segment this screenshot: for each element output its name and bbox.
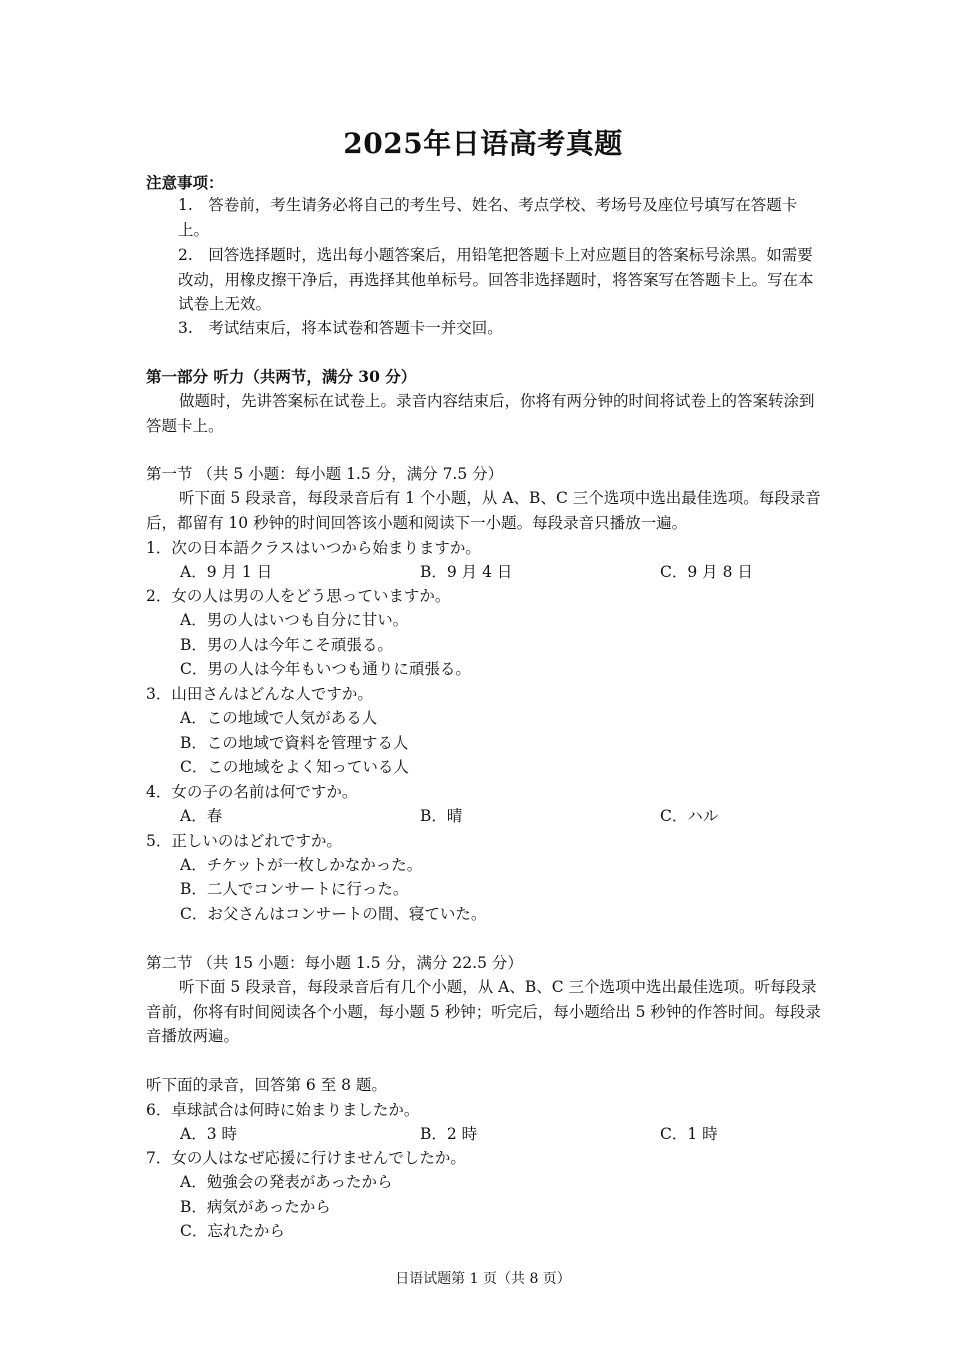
option-b: B．病気があったから [180,1198,331,1216]
option-a: A．男の人はいつも自分に甘い。 [180,611,409,629]
option-a: A．勉強会の発表があったから [180,1173,393,1191]
question: 3．山田さんはどんな人ですか。 [146,685,373,703]
option-c: C．お父さんはコンサートの間、寝ていた。 [180,905,487,923]
section-heading: 第一节 （共 5 小题：每小题 1.5 分，满分 7.5 分） [146,465,504,483]
question: 7．女の人はなぜ応援に行けませんでしたか。 [146,1149,466,1167]
notice-item: 1. 答卷前，考生请务必将自己的考生号、姓名、考点学校、考场号及座位号填写在答题卡上。 [178,196,798,239]
question: 6．卓球試合は何時に始まりましたか。 [146,1101,420,1119]
notice-item: 3. 考试结束后，将本试卷和答题卡一并交回。 [178,319,503,337]
question: 5．正しいのはどれですか。 [146,832,342,850]
option-c: C．ハル [660,807,719,825]
page-footer: 日语试题第 1 页（共 8 页） [395,1271,571,1287]
group-intro: 听下面的录音，回答第 6 至 8 题。 [146,1076,387,1094]
notice-item: 2. 回答选择题时，选出每小题答案后，用铅笔把答题卡上对应题目的答案标号涂黑。如需要改动，用橡皮擦干净后，再选择其他单标号。回答非选择题时，将答案写在答题卡上。写在本试卷上无效。 [178,246,814,313]
question: 2．女の人は男の人をどう思っていますか。 [146,587,451,605]
option-a: A．春 [180,807,223,825]
option-c: C．男の人は今年もいつも通りに頑張る。 [180,660,471,678]
part-instruction: 做题时，先讲答案标在试卷上。录音内容结束后，你将有两分钟的时间将试卷上的答案转涂到答题卡上。 [146,392,815,435]
part-heading: 第一部分 听力（共两节，满分 30 分） [146,367,417,386]
option-b: B．2 時 [420,1125,478,1143]
option-b: B．9 月 4 日 [420,563,513,581]
section-instruction: 听下面 5 段录音，每段录音后有几个小题，从 A、B、C 三个选项中选出最佳选项。听每段录音前，你将有时间阅读各个小题，每小题 5 秒钟；听完后，每小题给出 5 秒钟的作答时间。每段录音播放两遍。 [146,978,821,1045]
page-title: 2025年日语高考真题 [343,127,623,160]
option-a: A．9 月 1 日 [180,563,273,581]
question: 1．次の日本語クラスはいつから始まりますか。 [146,539,481,557]
option-b: B．この地域で資料を管理する人 [180,734,409,752]
section-heading: 第二节 （共 15 小题：每小题 1.5 分，满分 22.5 分） [146,954,523,972]
option-a: A．3 時 [180,1125,237,1143]
option-c: C．1 時 [660,1125,718,1143]
notice-heading: 注意事项： [146,173,224,192]
option-b: B．男の人は今年こそ頑張る。 [180,636,393,654]
option-c: C．忘れたから [180,1222,285,1240]
option-a: A．この地域で人気がある人 [180,709,378,727]
option-b: B．二人でコンサートに行った。 [180,880,409,898]
option-c: C．この地域をよく知っている人 [180,758,409,776]
question: 4．女の子の名前は何ですか。 [146,783,358,801]
option-a: A．チケットが一枚しかなかった。 [180,856,423,874]
section-instruction: 听下面 5 段录音，每段录音后有 1 个小题，从 A、B、C 三个选项中选出最佳选项。每段录音后，都留有 10 秒钟的时间回答该小题和阅读下一小题。每段录音只播放一遍。 [146,489,821,532]
option-c: C．9 月 8 日 [660,563,753,581]
option-b: B．晴 [420,807,463,825]
